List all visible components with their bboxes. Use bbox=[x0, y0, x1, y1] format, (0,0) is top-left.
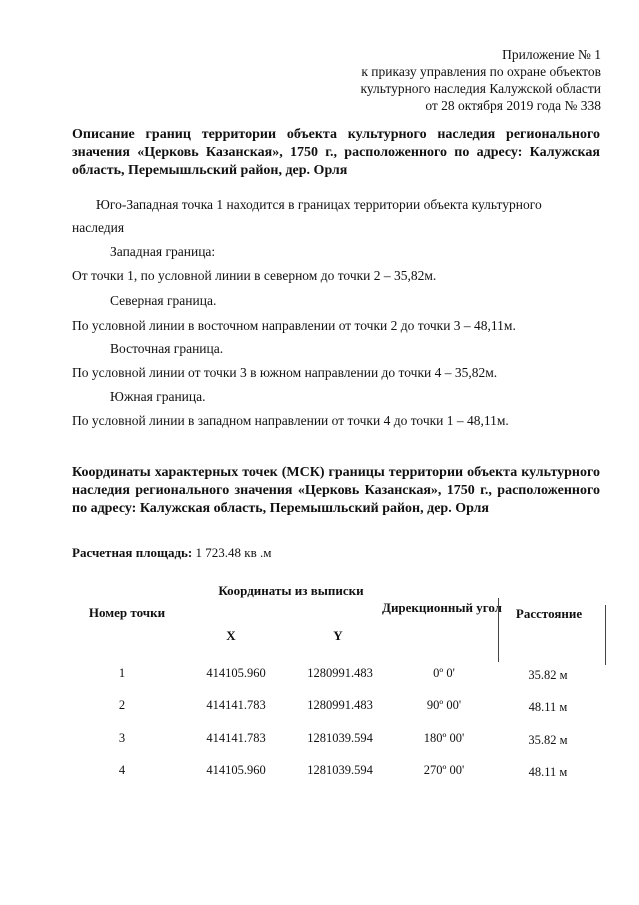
south-border-text: По условной линии в западном направлении от точки 4 до точки 1 – 48,11м. bbox=[72, 413, 509, 428]
row-2-y: 1280991.483 bbox=[307, 698, 373, 712]
row-3-y: 1281039.594 bbox=[307, 731, 373, 745]
west-border-text: От точки 1, по условной линии в северном до точки 2 – 35,82м. bbox=[72, 268, 437, 283]
area-value: 1 723.48 кв .м bbox=[195, 545, 272, 560]
row-3-x: 414141.783 bbox=[206, 731, 266, 745]
y-header: Y bbox=[333, 628, 343, 643]
coords-group-header: Координаты из выписки bbox=[218, 583, 364, 598]
row-2-angle: 90º 00' bbox=[426, 698, 462, 712]
paragraph-point-1: Юго-Западная точка 1 находится в границах территории объекта культурного bbox=[96, 197, 542, 212]
row-3-distance: 35.82 м bbox=[528, 733, 568, 747]
appendix-header bbox=[360, 46, 601, 114]
coordinates-title: Координаты характерных точек (МСК) границы территории объекта культурного наследия регионального значения «Церковь Казанская», 1750 г., расположенного по адресу: Калужская область, Перемышльский район, дер. Орля bbox=[72, 465, 600, 516]
row-4-angle: 270º 00' bbox=[423, 763, 465, 777]
distance-header: Расстояние bbox=[515, 606, 583, 621]
east-border-text: По условной линии от точки 3 в южном направлении до точки 4 – 35,82м. bbox=[72, 365, 498, 380]
row-2-number: 2 bbox=[118, 698, 126, 712]
header-line-3: культурного наследия Калужской области bbox=[360, 81, 601, 96]
row-3-number: 3 bbox=[118, 731, 126, 745]
row-2-x: 414141.783 bbox=[206, 698, 266, 712]
south-border-heading: Южная граница. bbox=[110, 389, 206, 404]
angle-header: Дирекционный угол bbox=[382, 600, 502, 615]
area-label: Расчетная площадь: bbox=[72, 545, 193, 560]
east-border-heading: Восточная граница. bbox=[110, 341, 224, 356]
area-line bbox=[72, 545, 271, 561]
row-1-y: 1280991.483 bbox=[307, 666, 373, 680]
north-border-heading: Северная граница. bbox=[110, 293, 217, 308]
point-number-header: Номер точки bbox=[88, 605, 166, 620]
row-4-x: 414105.960 bbox=[206, 763, 266, 777]
north-border-text: По условной линии в восточном направлении от точки 2 до точки 3 – 48,11м. bbox=[72, 318, 516, 333]
west-border-heading: Западная граница: bbox=[110, 244, 216, 259]
row-4-distance: 48.11 м bbox=[528, 765, 568, 779]
row-1-distance: 35.82 м bbox=[528, 668, 568, 682]
row-4-number: 4 bbox=[118, 763, 126, 777]
row-1-number: 1 bbox=[118, 666, 126, 680]
header-line-1: Приложение № 1 bbox=[502, 47, 601, 62]
document-title: Описание границ территории объекта культурного наследия регионального значения «Церковь Казанская», 1750 г., расположенного по адресу: Калужская область, Перемышльский район, дер. Орля bbox=[72, 127, 600, 178]
row-1-x: 414105.960 bbox=[206, 666, 266, 680]
paragraph-point-1-cont: наследия bbox=[72, 220, 125, 235]
row-3-angle: 180º 00' bbox=[423, 731, 465, 745]
x-header: X bbox=[226, 628, 236, 643]
header-line-2: к приказу управления по охране объектов bbox=[361, 64, 601, 79]
table-divider-2 bbox=[605, 605, 606, 665]
row-4-y: 1281039.594 bbox=[307, 763, 373, 777]
header-line-4: от 28 октября 2019 года № 338 bbox=[425, 98, 601, 113]
table-divider-1 bbox=[498, 598, 499, 662]
row-2-distance: 48.11 м bbox=[528, 700, 568, 714]
row-1-angle: 0º 0' bbox=[433, 666, 455, 680]
